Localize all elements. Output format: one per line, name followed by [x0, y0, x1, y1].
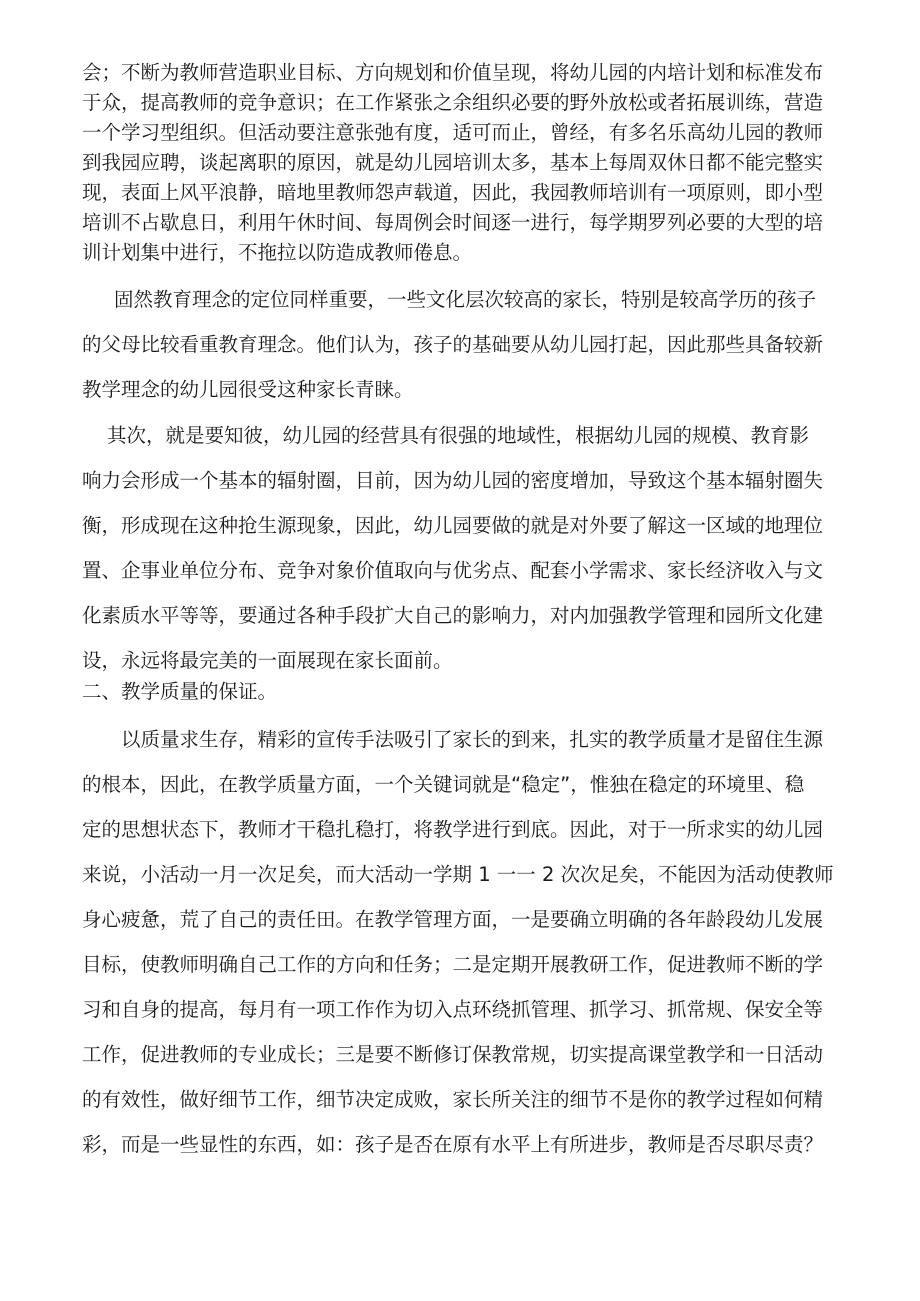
text-line: 现，表面上风平浪静，暗地里教师怨声载道，因此，我园教师培训有一项原则，即小型	[82, 181, 824, 204]
text-line: 工作，促进教师的专业成长；三是要不断修订保教常规，切实提高课堂教学和一日活动	[82, 1043, 824, 1066]
paragraph-first-line: 以质量求生存，精彩的宣传手法吸引了家长的到来，扎实的教学质量才是留住生源	[121, 728, 824, 751]
text-line: 习和自身的提高，每月有一项工作作为切入点环绕抓管理、抓学习、抓常规、保安全等	[82, 998, 824, 1021]
text-line: 身心疲惫，荒了自己的责任田。在教学管理方面，一是要确立明确的各年龄段幼儿发展	[82, 908, 824, 931]
text-line: 教学理念的幼儿园很受这种家长青睐。	[82, 378, 414, 401]
paragraph-first-line: 其次，就是要知彼，幼儿园的经营具有很强的地域性，根据幼儿园的规模、教育影	[107, 424, 810, 447]
text-line: 训计划集中进行，不拖拉以防造成教师倦息。	[82, 241, 473, 264]
text-line: 一个学习型组织。但活动要注意张弛有度，适可而止，曾经，有多名乐高幼儿园的教师	[82, 121, 824, 144]
text-line: 衡，形成现在这种抢生源现象，因此，幼儿园要做的就是对外要了解这一区域的地理位	[82, 514, 824, 537]
text-line: 置、企事业单位分布、竞争对象价值取向与优劣点、配套小学需求、家长经济收入与文	[82, 559, 824, 582]
section-heading: 二、教学质量的保证。	[82, 680, 278, 703]
text-line: 化素质水平等等，要通过各种手段扩大自己的影响力，对内加强教学管理和园所文化建	[82, 604, 824, 627]
text-line: 目标，使教师明确自己工作的方向和任务；二是定期开展教研工作，促进教师不断的学	[82, 953, 824, 976]
text-line: 彩，而是一些显性的东西，如：孩子是否在原有水平上有所进步，教师是否尽职尽责？	[82, 1133, 824, 1156]
text-line: 的父母比较看重教育理念。他们认为，孩子的基础要从幼儿园打起，因此那些具备较新	[82, 333, 824, 356]
text-line: 培训不占歇息日，利用午休时间、每周例会时间逐一进行，每学期罗列必要的大型的培	[82, 211, 824, 234]
text-line: 设，永远将最完美的一面展现在家长面前。	[82, 649, 453, 672]
text-line: 会；不断为教师营造职业目标、方向规划和价值呈现，将幼儿园的内培计划和标准发布	[82, 61, 824, 84]
text-line: 定的思想状态下，教师才干稳扎稳打，将教学进行到底。因此，对于一所求实的幼儿园	[82, 818, 824, 841]
text-line: 于众，提高教师的竞争意识；在工作紧张之余组织必要的野外放松或者拓展训练，营造	[82, 91, 824, 114]
text-line: 到我园应聘，谈起离职的原因，就是幼儿园培训太多，基本上每周双休日都不能完整实	[82, 151, 824, 174]
paragraph-first-line: 固然教育理念的定位同样重要，一些文化层次较高的家长，特别是较高学历的孩子	[114, 288, 817, 311]
text-line: 来说，小活动一月一次足矣，而大活动一学期 1 一一 2 次次足矣，不能因为活动使教师	[82, 863, 834, 886]
text-line: 的有效性，做好细节工作，细节决定成败，家长所关注的细节不是你的教学过程如何精	[82, 1088, 824, 1111]
text-line: 响力会形成一个基本的辐射圈，目前，因为幼儿园的密度增加，导致这个基本辐射圈失	[82, 469, 824, 492]
text-line: 的根本，因此，在教学质量方面，一个关键词就是“稳定”，惟独在稳定的环境里、稳	[82, 773, 805, 796]
